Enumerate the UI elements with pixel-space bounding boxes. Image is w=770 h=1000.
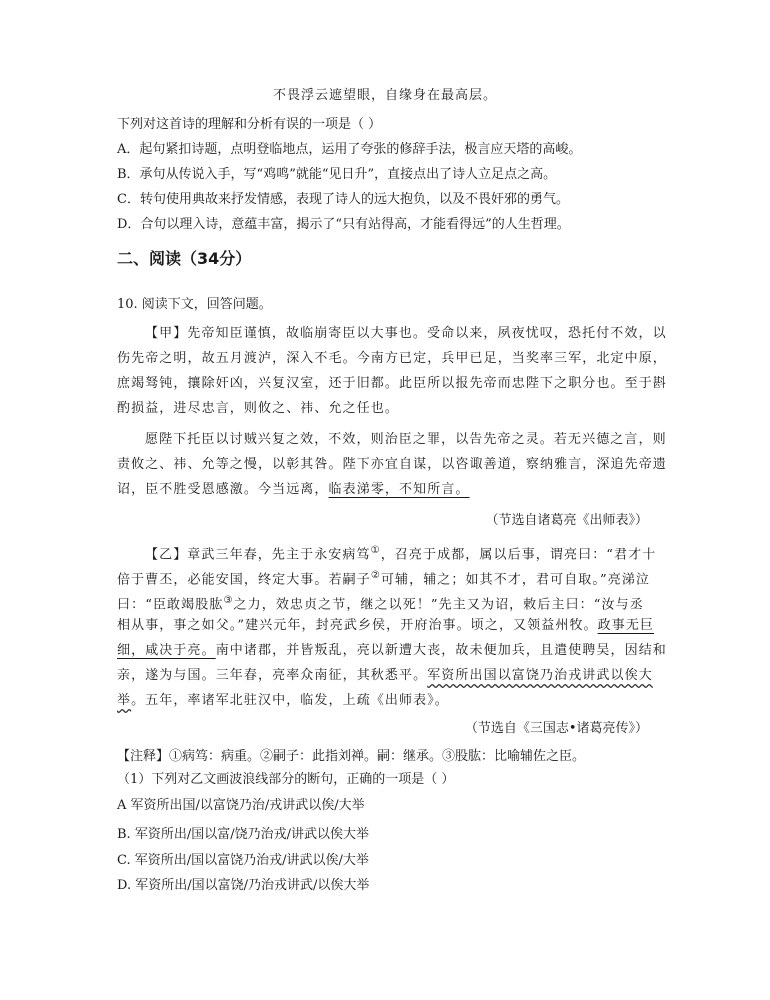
- passage-yi-text: 亲，遂为与国。三年春，亮率众南征，其秋悉平。: [117, 668, 428, 683]
- sub-question-1-option-d[interactable]: D. 军资所出/国以富饶/乃治戎讲武/以俟大举: [117, 878, 370, 893]
- passage-yi-text: ，召亮于成都，属以后事，谓亮曰：“君才十: [380, 547, 657, 563]
- passage-yi-text: 【乙】章武三年春，先主于永安病笃: [145, 547, 371, 563]
- annotation-note: 【注释】①病笃：病重。②嗣子：此指刘禅。嗣：继承。③股肱：比喻辅佐之臣。: [117, 749, 586, 764]
- passage-jia-line-6: 责攸之、祎、允等之慢，以彰其咎。陛下亦宜自谋，以咨诹善道，察纳雅言，深追先帝遗: [117, 457, 667, 472]
- passage-yi-line-5: [117, 642, 667, 660]
- note-mark-1: ①: [370, 545, 381, 556]
- passage-jia-line-7: [117, 481, 470, 499]
- note-mark-3: ③: [223, 595, 234, 606]
- sub-question-1-option-c[interactable]: C. 军资所出/国以富饶乃治戎/讲武以俟/大举: [117, 853, 369, 868]
- passage-yi-line-3: [117, 592, 644, 614]
- note-mark-2: ②: [370, 570, 381, 581]
- passage-yi-text: 相从事，事之如父。”建兴元年，封亮武乡侯，开府治事。顷之，又领益州牧。: [117, 618, 598, 633]
- passage-yi-text: 南中诸郡，并皆叛乱，亮以新遭大丧，故未便加兵，且遣使聘吴，因结和: [215, 643, 667, 658]
- underlined-sentence: 细，咸决于亮。: [117, 643, 216, 658]
- passage-jia-line-2: 伤先帝之明，故五月渡泸，深入不毛。今南方已定，兵甲已足，当奖率三军，北定中原，: [117, 351, 667, 366]
- passage-yi-line-6: [117, 667, 653, 685]
- sub-question-1-stem: （1）下列对乙文画波浪线部分的断句，正确的一项是（ ）: [117, 772, 455, 787]
- passage-yi-text: 。五年，率诸军北驻汉中，临发，上疏《出师表》。: [131, 693, 449, 708]
- passage-yi-line-4: [117, 617, 654, 635]
- passage-jia-text: 诏，臣不胜受恩感激。今当远离，: [117, 482, 329, 497]
- question-9-option-b[interactable]: B．承句从传说入手，写“鸡鸣”就能“见日升”，直接点出了诗人立足点之高。: [117, 167, 557, 182]
- passage-jia-line-3: 庶竭驽钝，攘除奸凶，兴复汉室，还于旧都。此臣所以报先帝而忠陛下之职分也。至于斟: [117, 376, 667, 391]
- sub-question-1-option-b[interactable]: B. 军资所出/国以富/饶乃治戎/讲武以俟大举: [117, 827, 369, 842]
- passage-jia-line-4: 酌损益，进尽忠言，则攸之、祎、允之任也。: [117, 401, 400, 416]
- passage-yi-text: 可辅，辅之；如其不才，君可自取。”亮涕泣: [380, 572, 651, 588]
- passage-yi-text: 倍于曹丕，必能安国，终定大事。若嗣子: [117, 572, 371, 588]
- question-10-stem: 10. 阅读下文，回答问题。: [117, 297, 272, 312]
- underlined-sentence: 政事无巨: [597, 618, 655, 633]
- passage-yi-text: 曰：“臣敢竭股肱: [117, 597, 224, 613]
- question-9-option-a[interactable]: A．起句紧扣诗题，点明登临地点，运用了夸张的修辞手法，极言应天塔的高峻。: [117, 142, 582, 157]
- passage-yi-text: 之力，效忠贞之节，继之以死！”先主又为诏，敕后主曰：“汝与丞: [233, 597, 644, 613]
- sub-question-1-option-a[interactable]: A 军资所出国/以富饶乃治/戎讲武以俟/大举: [117, 798, 365, 813]
- passage-yi-line-1: [145, 542, 656, 564]
- poem-line: 不畏浮云遮望眼，自缘身在最高层。: [272, 88, 497, 103]
- question-9-stem: 下列对这首诗的理解和分析有误的一项是（ ）: [117, 117, 382, 132]
- passage-jia-source: （节选自诸葛亮《出师表》）: [485, 513, 648, 528]
- passage-yi-line-7: [117, 692, 449, 710]
- wavy-underlined-text: 举: [117, 693, 132, 708]
- underlined-sentence: 临表涕零，不知所言。: [328, 482, 470, 497]
- passage-yi-source: （节选自《三国志•诸葛亮传》）: [464, 721, 648, 736]
- passage-jia-line-5: 愿陛下托臣以讨贼兴复之效，不效，则治臣之罪，以告先帝之灵。若无兴德之言，则: [145, 432, 667, 447]
- passage-yi-line-2: [117, 567, 650, 589]
- passage-jia-line-1: 【甲】先帝知臣谨慎，故临崩寄臣以大事也。受命以来，夙夜忧叹，恐托付不效，以: [145, 326, 667, 341]
- wavy-underlined-text: 军资所出国以富饶乃治戎讲武以俟大: [427, 668, 653, 683]
- question-9-option-d[interactable]: D．合句以理入诗，意蕴丰富，揭示了“只有站得高，才能看得远”的人生哲理。: [117, 217, 570, 232]
- section-heading: 二、阅读（34分）: [117, 249, 252, 268]
- question-9-option-c[interactable]: C．转句使用典故来抒发情感，表现了诗人的远大抱负，以及不畏奸邪的勇气。: [117, 192, 569, 207]
